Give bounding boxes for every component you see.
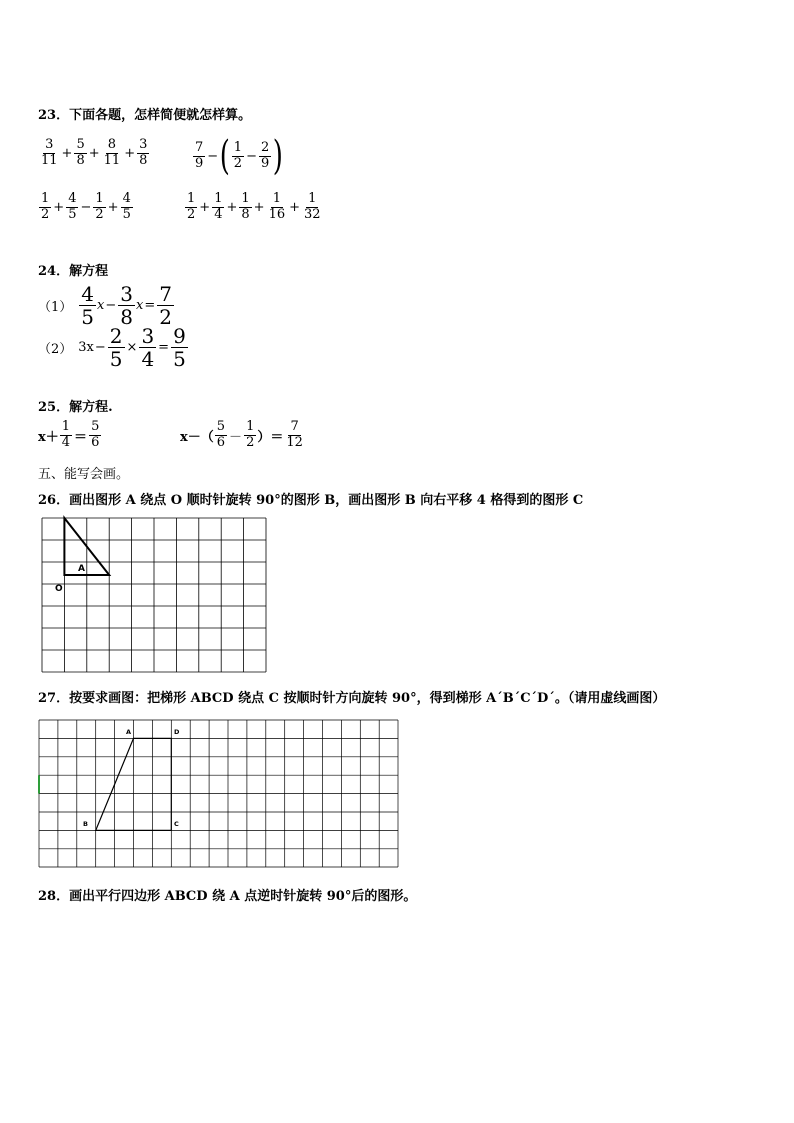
- q26-grid-figure: [38, 515, 268, 675]
- q24-title: 24．解方程: [38, 264, 109, 279]
- fraction: $\frac{4}{5}$: [81, 282, 95, 330]
- q27-grid-svg: [38, 718, 400, 870]
- q23-expression-3: $\frac{1}{2}$ + $\frac{4}{5}$ − $\frac{1}{2}$ + $\frac{4}{5}$: [41, 191, 131, 222]
- fraction: $\frac{1}{2}$: [246, 419, 255, 450]
- fraction: $\frac{1}{2}$: [233, 139, 243, 171]
- vertex-b-label: B: [83, 820, 88, 828]
- q23-expression-4: $\frac{1}{2}$ + $\frac{1}{4}$ + $\frac{1}{8}$ + $\frac{1}{16}$ + $\frac{1}{32}$: [187, 191, 321, 222]
- grid-lines: [39, 720, 398, 867]
- fraction: $\frac{1}{32}$: [304, 191, 321, 222]
- fraction: $\frac{1}{2}$: [41, 191, 50, 222]
- point-o-label: O: [55, 584, 63, 594]
- equation-label: （1）: [38, 300, 73, 316]
- shape-a-label: A: [78, 564, 85, 574]
- fraction: $\frac{1}{2}$: [95, 191, 104, 222]
- fraction: $\frac{9}{5}$: [173, 324, 186, 372]
- grid-lines: [42, 518, 266, 672]
- fraction: $\frac{4}{5}$: [122, 191, 131, 222]
- q26-grid-svg: [38, 515, 268, 675]
- fraction: $\frac{3}{11}$: [41, 137, 58, 168]
- equation-label: （2）: [38, 342, 73, 358]
- vertex-c-label: C: [174, 820, 179, 828]
- q26-title: 26．画出图形 A 绕点 O 顺时针旋转 90°的图形 B，画出图形 B 向右平移 4 格得到的图形 C: [38, 493, 584, 508]
- q24-equation-1: （1） $\frac{4}{5}$ x − $\frac{3}{8}$ x = $\frac{7}{2}$: [38, 282, 172, 330]
- q25-title: 25．解方程.: [38, 400, 113, 415]
- fraction: $\frac{1}{16}$: [268, 191, 286, 222]
- fraction: $\frac{5}{6}$: [91, 419, 100, 450]
- fraction: $\frac{1}{4}$: [214, 191, 223, 222]
- fraction: $\frac{3}{4}$: [141, 324, 155, 372]
- q28-title: 28．画出平行四边形 ABCD 绕 A 点逆时针旋转 90°后的图形。: [38, 889, 417, 904]
- q23-expression-2: $\frac{7}{9}$ − ( $\frac{1}{2}$ − $\frac{2}{9}$ ): [195, 133, 284, 179]
- fraction: $\frac{7}{12}$: [286, 419, 303, 450]
- fraction: $\frac{1}{8}$: [241, 191, 250, 222]
- vertex-a-label: A: [126, 728, 132, 736]
- fraction: $\frac{2}{5}$: [109, 324, 123, 372]
- q25-equation-2: x－（ $\frac{5}{6}$ － $\frac{1}{2}$ ）＝ $\frac{7}{12}$: [180, 419, 303, 450]
- fraction: $\frac{5}{6}$: [216, 419, 226, 450]
- fraction: $\frac{5}{8}$: [76, 137, 85, 168]
- q24-equation-2: （2） 3x − $\frac{2}{5}$ × $\frac{3}{4}$ = $\frac{9}{5}$: [38, 324, 186, 372]
- fraction: $\frac{4}{5}$: [68, 191, 77, 222]
- q23-expression-1: $\frac{3}{11}$ + $\frac{5}{8}$ + $\frac{8}{11}$ + $\frac{3}{8}$: [41, 137, 148, 168]
- fraction: $\frac{7}{2}$: [159, 282, 172, 330]
- q23-title: 23．下面各题，怎样简便就怎样算。: [38, 108, 252, 123]
- q25-equation-1: x＋ $\frac{1}{4}$ ＝ $\frac{5}{6}$: [38, 419, 100, 450]
- q27-title: 27．按要求画图：把梯形 ABCD 绕点 C 按顺时针方向旋转 90°，得到梯形 A´B´C´D´。（请用虚线画图）: [38, 691, 666, 706]
- q27-grid-figure: [38, 718, 400, 870]
- fraction: $\frac{8}{11}$: [103, 137, 121, 168]
- fraction: $\frac{3}{8}$: [120, 282, 133, 330]
- fraction: $\frac{1}{2}$: [187, 191, 196, 222]
- fraction: $\frac{7}{9}$: [195, 139, 204, 171]
- fraction: $\frac{2}{9}$: [260, 139, 270, 171]
- fraction: $\frac{1}{4}$: [61, 419, 71, 450]
- vertex-d-label: D: [174, 728, 180, 736]
- fraction: $\frac{3}{8}$: [139, 137, 148, 168]
- section-5-title: 五、能写会画。: [38, 467, 130, 482]
